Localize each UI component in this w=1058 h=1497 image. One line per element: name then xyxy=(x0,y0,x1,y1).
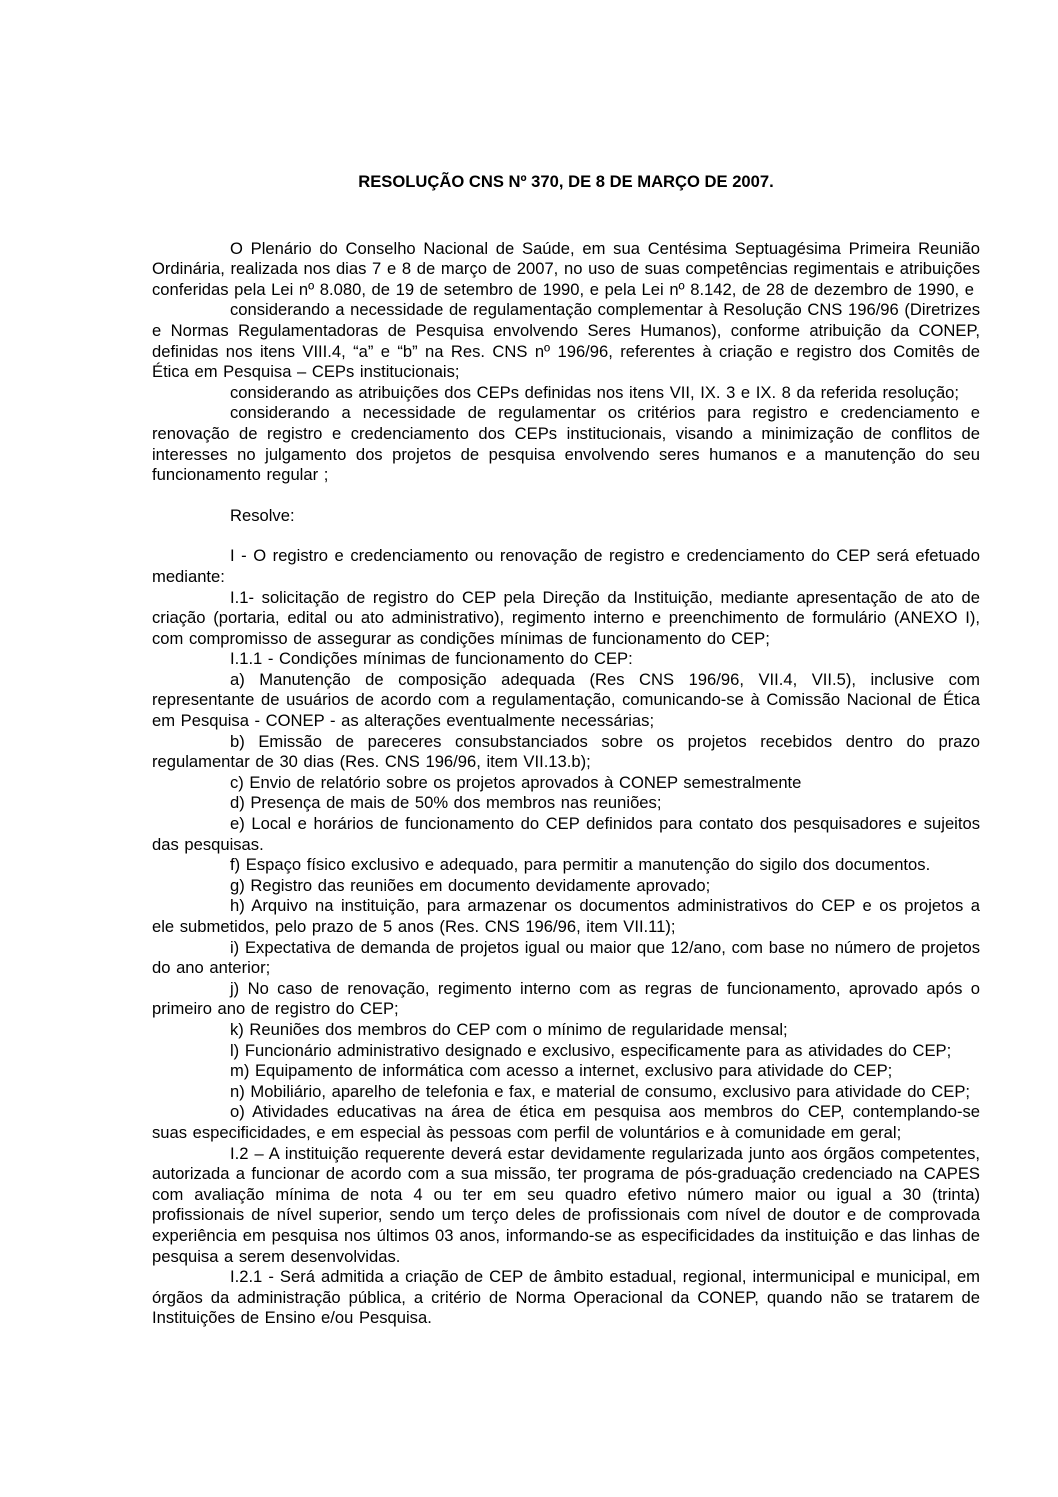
item-paragraph: n) Mobiliário, aparelho de telefonia e fax, e material de consumo, exclusivo para atividade do CEP; xyxy=(230,1081,970,1101)
item-paragraph: h) Arquivo na instituição, para armazenar os documentos administrativos do CEP e os projetos a ele submetidos, pelo prazo de 5 anos (Res. CNS 196/96, item VII.11); xyxy=(152,896,980,936)
item-paragraph: a) Manutenção de composição adequada (Res CNS 196/96, VII.4, VII.5), inclusive com representante de usuários de acordo com a regulamentação, comunicando-se à Comissão Nacional de Ética em Pesquisa - CONEP - as alterações eventualmente necessárias; xyxy=(152,669,980,731)
item-paragraph: I.1.1 - Condições mínimas de funcionamento do CEP: xyxy=(230,649,633,669)
preamble-paragraph: O Plenário do Conselho Nacional de Saúde, em sua Centésima Septuagésima Primeira Reunião Ordinária, realizada nos dias 7 e 8 de março de 2007, no uso de suas competências regimentais e atribuições conferidas pela Lei nº 8.080, de 19 de setembro de 1990, e pela Lei nº 8.142, de 28 de dezembro de 1990, e xyxy=(152,238,980,299)
item-paragraph: d) Presença de mais de 50% dos membros nas reuniões; xyxy=(230,793,662,813)
considerando-paragraph: considerando a necessidade de regulamentar os critérios para registro e credenciamento e renovação de registro e credenciamento dos CEPs institucionais, visando a minimização de conflitos de interesses no julgamento dos projetos de pesquisa envolvendo seres humanos e a manutenção do seu funcionamento regular ; xyxy=(152,403,980,485)
item-paragraph: c) Envio de relatório sobre os projetos aprovados à CONEP semestralmente xyxy=(230,772,802,792)
document-title: RESOLUÇÃO CNS Nº 370, DE 8 DE MARÇO DE 2007. xyxy=(358,172,774,191)
item-paragraph: o) Atividades educativas na área de ética em pesquisa aos membros do CEP, contemplando-se suas especificidades, e em especial às pessoas com perfil de voluntários e à comunidade em geral; xyxy=(152,1102,980,1142)
item-paragraph: f) Espaço físico exclusivo e adequado, para permitir a manutenção do sigilo dos documentos. xyxy=(230,855,931,875)
item-paragraph: I - O registro e credenciamento ou renovação de registro e credenciamento do CEP será efetuado mediante: xyxy=(152,546,980,586)
resolve-heading: Resolve: xyxy=(230,505,295,525)
item-paragraph: j) No caso de renovação, regimento interno com as regras de funcionamento, aprovado após o primeiro ano de registro do CEP; xyxy=(152,978,980,1019)
item-paragraph: l) Funcionário administrativo designado e exclusivo, especificamente para as atividades do CEP; xyxy=(230,1040,952,1060)
considerando-paragraph: considerando as atribuições dos CEPs definidas nos itens VII, IX. 3 e IX. 8 da referida resolução; xyxy=(230,382,960,402)
item-paragraph: I.2 – A instituição requerente deverá estar devidamente regularizada junto aos órgãos competentes, autorizada a funcionar de acordo com a sua missão, ter programa de pós-graduação credenciado na CAPES com avaliação mínima de nota 4 ou ter em seu quadro efetivo número maior ou igual a 30 (trinta) profissionais de nível superior, sendo um terço deles de profissionais com nível de doutor e de comprovada experiência em pesquisa nos últimos 03 anos, informando-se as especificidades da instituição e das linhas de pesquisa a serem desenvolvidas. xyxy=(152,1143,980,1266)
item-paragraph: e) Local e horários de funcionamento do CEP definidos para contato dos pesquisadores e sujeitos das pesquisas. xyxy=(152,814,980,854)
item-paragraph: b) Emissão de pareceres consubstanciados sobre os projetos recebidos dentro do prazo regulamentar de 30 dias (Res. CNS 196/96, item VII.13.b); xyxy=(152,731,980,772)
item-paragraph: m) Equipamento de informática com acesso a internet, exclusivo para atividade do CEP; xyxy=(230,1061,893,1081)
item-paragraph: k) Reuniões dos membros do CEP com o mínimo de regularidade mensal; xyxy=(230,1019,788,1039)
item-paragraph: I.1- solicitação de registro do CEP pela Direção da Instituição, mediante apresentação de ato de criação (portaria, edital ou ato administrativo), regimento interno e preenchimento de formulário (ANEXO I), com compromisso de assegurar as condições mínimas de funcionamento do CEP; xyxy=(152,587,980,648)
considerando-paragraph: considerando a necessidade de regulamentação complementar à Resolução CNS 196/96 (Diretrizes e Normas Regulamentadoras de Pesquisa envolvendo Seres Humanos), conforme atribuição da CONEP, definidas nos itens VIII.4, “a” e “b” na Res. CNS nº 196/96, referentes à criação e registro dos Comitês de Ética em Pesquisa – CEPs institucionais; xyxy=(152,300,980,382)
item-paragraph: I.2.1 - Será admitida a criação de CEP de âmbito estadual, regional, intermunicipal e municipal, em órgãos da administração pública, a critério de Norma Operacional da CONEP, quando não se tratarem de Instituições de Ensino e/ou Pesquisa. xyxy=(152,1267,980,1328)
item-paragraph: g) Registro das reuniões em documento devidamente aprovado; xyxy=(230,875,711,895)
document-page xyxy=(152,172,980,1329)
item-paragraph: i) Expectativa de demanda de projetos igual ou maior que 12/ano, com base no número de projetos do ano anterior; xyxy=(152,937,980,978)
